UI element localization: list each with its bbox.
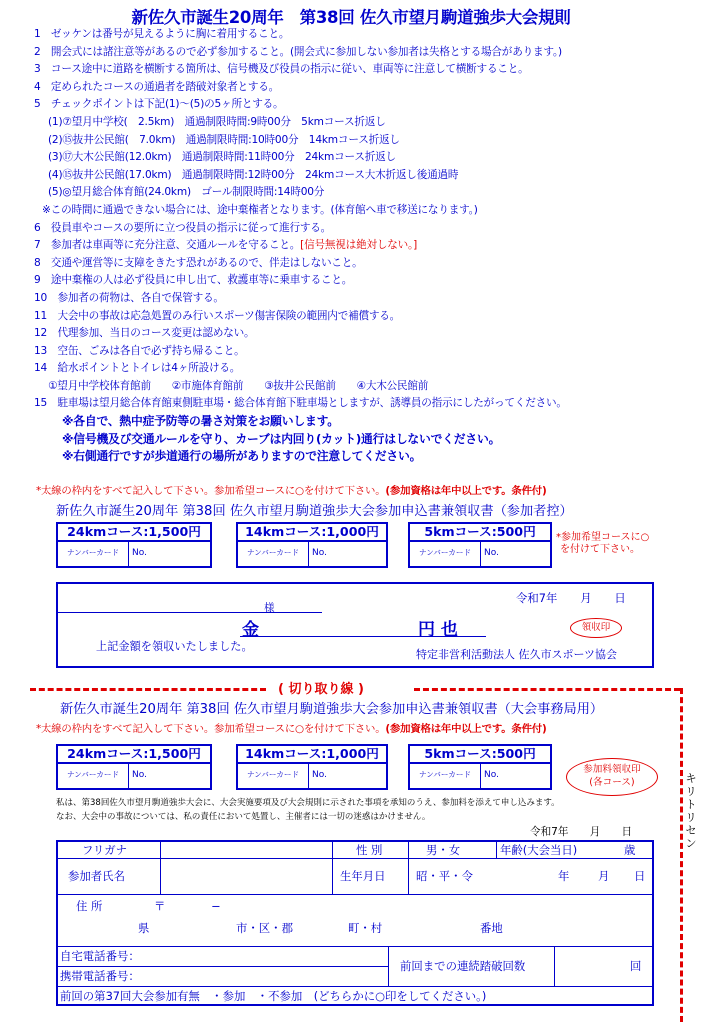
number-label: No. <box>132 548 147 558</box>
previous-participation[interactable]: 前回の第37回大会参加有無 ・参加 ・不参加 (どちらかに○印をしてください。) <box>60 989 487 1003</box>
rule-4: 4 定められたコースの通過者を踏破対象者とする。 <box>34 80 280 93</box>
col-line <box>332 842 333 894</box>
birth-year-label: 年 <box>558 869 570 883</box>
number-card-label: ナンバーカード <box>410 540 481 566</box>
birth-day-label: 日 <box>634 869 646 883</box>
number-card-label: ナンバーカード <box>410 762 481 788</box>
consent-text <box>56 796 560 824</box>
lower-course-14km[interactable] <box>236 744 388 790</box>
receipt-date: 令和7年 月 日 <box>516 591 626 605</box>
entry-fee-stamp-line-2: (各コース) <box>589 777 635 788</box>
col-line <box>160 842 161 894</box>
mobile-phone-label[interactable]: 携帯電話番号： <box>60 969 140 983</box>
side-note-line-2: を付けて下さい。 <box>560 544 640 555</box>
lower-form-heading: 新佐久市誕生20周年 第38回 佐久市望月駒道強歩大会参加申込書兼領収書（大会事務局用） <box>60 702 604 717</box>
number-card-label: ナンバーカード <box>238 762 309 788</box>
course-label: 24kmコース:1,500円 <box>58 746 210 764</box>
upper-instruction-text: *太線の枠内をすべて記入して下さい。参加希望コースに○を付けて下さい。 <box>36 485 386 497</box>
upper-instruction <box>36 482 547 497</box>
number-card-label: ナンバーカード <box>58 540 129 566</box>
entry-fee-stamp <box>566 758 658 796</box>
rule-14: 14 給水ポイントとトイレは4ヶ所設ける。 <box>34 362 241 375</box>
number-label: No. <box>484 548 499 558</box>
participant-form <box>56 840 654 1006</box>
upper-course-14km[interactable] <box>236 522 388 568</box>
rule-13: 13 空缶、ごみは各自で必ず持ち帰ること。 <box>34 344 245 357</box>
upper-course-5km[interactable] <box>408 522 552 568</box>
age-label: 年齢(大会当日) <box>500 843 578 857</box>
address-label: 住 所 <box>76 899 103 913</box>
rule-15: 15 駐車場は望月総合体育館東側駐車場・総合体育館下駐車場としますが、誘導員の指示にしたがってください。 <box>34 397 567 410</box>
rule-6: 6 役員車やコースの要所に立つ役員の指示に従って進行する。 <box>34 221 332 234</box>
rule-14-water-points: ①望月中学校体育館前 ②市施体育館前 ③抜井公民館前 ④大木公民館前 <box>48 379 429 392</box>
number-label: No. <box>312 548 327 558</box>
birthdate-label: 生年月日 <box>340 869 386 883</box>
cut-dash-vertical <box>680 688 683 1022</box>
col-line <box>388 946 389 986</box>
checkpoint-5: (5)◎望月総合体育館(24.0km) ゴール制限時間:14時00分 <box>48 186 325 199</box>
participant-name-label: 参加者氏名 <box>68 869 125 883</box>
consent-line-2: なお、大会中の事故については、私の責任において処置し、主催者には一切の迷惑はかけません。 <box>56 812 431 822</box>
checkpoint-note: ※この時間に通過できない場合には、途中棄権者となります。(体育館へ車で移送になります。) <box>42 203 478 216</box>
upper-course-24km[interactable] <box>56 522 212 568</box>
course-label: 14kmコース:1,000円 <box>238 746 386 764</box>
rule-2: 2 開会式には諸注意等があるので必ず参加すること。(開会式に参加しない参加者は失格とする場合があります。) <box>34 45 562 58</box>
prefecture-label: 県 <box>138 921 150 935</box>
receipt-stamp: 領収印 <box>570 618 622 638</box>
row-line <box>58 894 652 895</box>
rule-9: 9 途中棄権の人は必ず役員に申し出て、救護車等に乗車すること。 <box>34 274 353 287</box>
receipt-box <box>56 582 654 668</box>
row-line <box>58 986 652 987</box>
page-title: 新佐久市誕生20周年 第38回 佐久市望月駒道強歩大会規則 <box>131 8 571 27</box>
checkpoint-1: (1)⑦望月中学校( 2.5km) 通過制限時間:9時00分 5kmコース折返し <box>48 115 386 128</box>
lower-instruction-text: *太線の枠内をすべて記入して下さい。参加希望コースに○を付けて下さい。 <box>36 723 386 735</box>
rule-7-warning: [信号無視は絶対しない。] <box>300 239 418 252</box>
rule-7-text: 7 参加者は車両等に充分注意、交通ルールを守ること。 <box>34 239 301 252</box>
lower-instruction-eligibility: (参加資格は年中以上です。条件付) <box>385 723 547 735</box>
amount-line <box>240 636 486 637</box>
rule-10: 10 参加者の荷物は、各自で保管する。 <box>34 291 224 304</box>
upper-instruction-eligibility: (参加資格は年中以上です。条件付) <box>385 485 547 497</box>
number-label: No. <box>484 770 499 780</box>
city-label: 市・区・郡 <box>236 921 293 935</box>
note-heat: ※各自で、熱中症予防等の暑さ対策をお願いします。 <box>62 414 339 429</box>
entry-fee-stamp-line-1: 参加料領収印 <box>583 764 641 775</box>
era-options[interactable]: 昭・平・令 <box>416 869 473 883</box>
consent-line-1: 私は、第38回佐久市望月駒道強歩大会に、大会実施要項及び大会規則に示された事項を承知のうえ、参加料を添えて申し込みます。 <box>56 798 560 808</box>
checkpoint-4: (4)⑮抜井公民館(17.0km) 通過制限時間:12時00分 24kmコース大木折返し後通過時 <box>48 168 459 181</box>
gender-options[interactable]: 男・女 <box>426 843 461 857</box>
cut-line-label: ( 切り取り線 ) <box>278 682 364 697</box>
number-label: No. <box>132 770 147 780</box>
lower-course-24km[interactable] <box>56 744 212 790</box>
birth-month-label: 月 <box>598 869 610 883</box>
streak-label: 前回までの連続踏破回数 <box>400 959 526 973</box>
address-number-label: 番地 <box>480 921 503 935</box>
upper-form-heading: 新佐久市誕生20周年 第38回 佐久市望月駒道強歩大会参加申込書兼領収書（参加者控） <box>56 504 573 519</box>
rule-1: 1 ゼッケンは番号が見えるように胸に着用すること。 <box>34 28 290 40</box>
lower-date: 令和7年 月 日 <box>530 826 633 838</box>
note-traffic: ※信号機及び交通ルールを守り、カーブは内回り(カット)通行はしないでください。 <box>62 431 501 446</box>
checkpoint-2: (2)⑮抜井公民館( 7.0km) 通過制限時間:10時00分 14kmコース折返し <box>48 133 400 146</box>
course-label: 24kmコース:1,500円 <box>58 524 210 542</box>
number-card-label: ナンバーカード <box>58 762 129 788</box>
amount-kin: 金 <box>242 620 259 640</box>
cut-dash-left <box>30 688 266 691</box>
row-line <box>58 858 652 859</box>
rule-3: 3 コース途中に道路を横断する箇所は、信号機及び役員の指示に従い、車両等に注意して横断すること。 <box>34 63 529 76</box>
sama-label: 様 <box>264 602 275 614</box>
lower-instruction <box>36 720 547 735</box>
gender-label: 性 別 <box>356 843 383 857</box>
furigana-label: フリガナ <box>82 843 127 857</box>
upper-course-side-note <box>556 532 649 556</box>
col-line <box>496 842 497 858</box>
receipt-text: 上記金額を領収いたしました。 <box>96 640 253 653</box>
course-label: 14kmコース:1,000円 <box>238 524 386 542</box>
cut-side-label: キリトリセン <box>685 772 697 850</box>
age-unit: 歳 <box>624 843 636 857</box>
course-label: 5kmコース:500円 <box>410 746 550 764</box>
rule-12: 12 代理参加、当日のコース変更は認めない。 <box>34 327 255 340</box>
streak-unit: 回 <box>630 959 642 973</box>
cut-dash-right <box>414 688 680 691</box>
number-label: No. <box>312 770 327 780</box>
rule-5: 5 チェックポイントは下記(1)～(5)の5ヶ所とする。 <box>34 98 284 111</box>
side-note-line-1: *参加希望コースに○ <box>556 532 650 543</box>
checkpoint-3: (3)⑰大木公民館(12.0km) 通過制限時間:11時00分 24kmコース折返し <box>48 151 396 164</box>
rule-8: 8 交通や運営等に支障をきたす恐れがあるので、伴走はしないこと。 <box>34 256 363 269</box>
lower-course-5km[interactable] <box>408 744 552 790</box>
rule-7 <box>34 237 694 255</box>
note-sidewalk: ※右側通行ですが歩道通行の場所がありますので注意してください。 <box>62 449 422 464</box>
course-label: 5kmコース:500円 <box>410 524 550 542</box>
rule-11: 11 大会中の事故は応急処置のみ行いスポーツ傷害保険の範囲内で補償する。 <box>34 309 401 322</box>
col-line <box>408 842 409 894</box>
name-line <box>58 612 322 613</box>
number-card-label: ナンバーカード <box>238 540 309 566</box>
organization-name: 特定非営利活動法人 佐久市スポーツ協会 <box>416 648 618 661</box>
home-phone-label[interactable]: 自宅電話番号： <box>60 949 140 963</box>
row-line <box>58 966 388 967</box>
col-line <box>554 946 555 986</box>
postal-code-label[interactable]: 〒 − <box>154 899 221 913</box>
town-label: 町・村 <box>348 921 383 935</box>
amount-yen: 円 也 <box>418 620 458 640</box>
rules-list <box>34 26 694 466</box>
row-line <box>58 946 652 947</box>
